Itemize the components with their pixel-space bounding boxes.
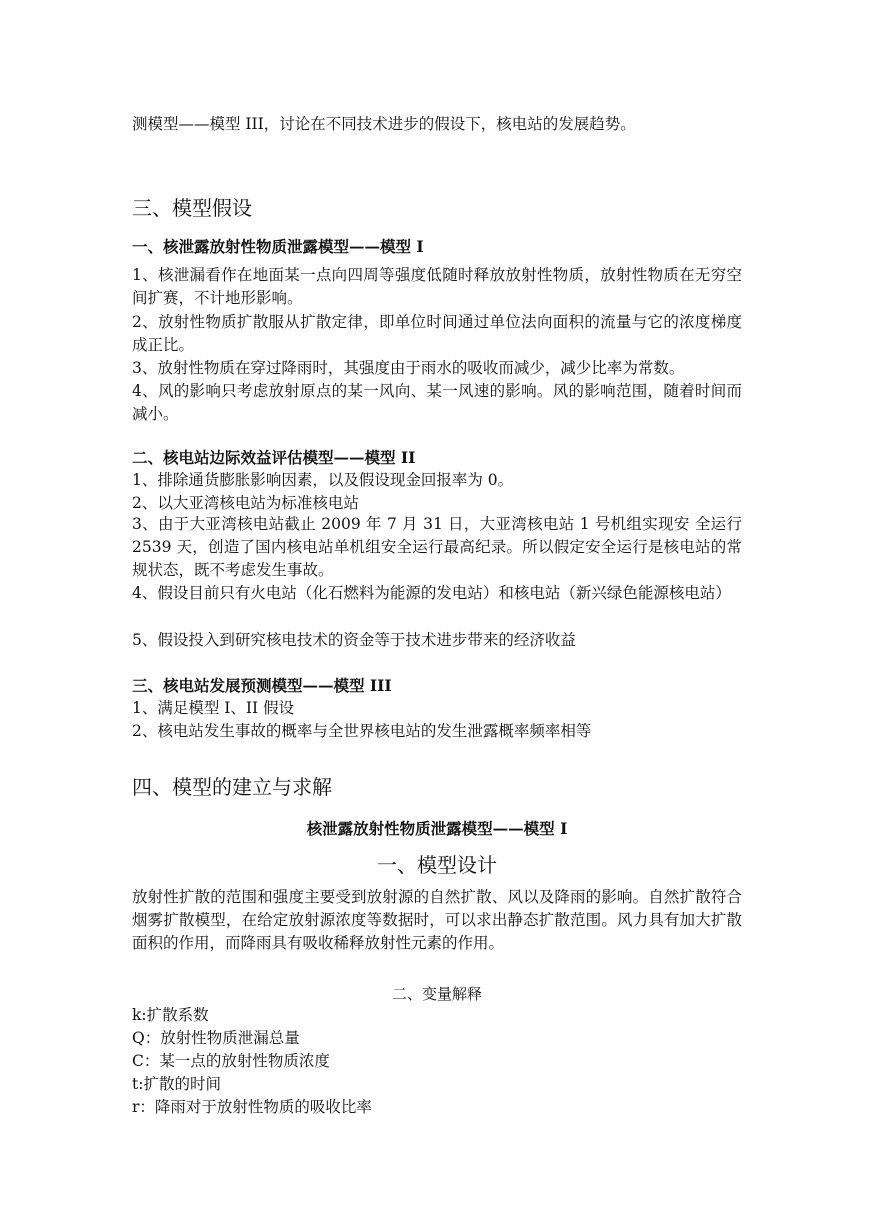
assumption-1-2: 2、放射性物质扩散服从扩散定律，即单位时间通过单位法向面积的流量与它的浓度梯度成正比。: [132, 313, 742, 354]
variable-c: C：某一点的放射性物质浓度: [132, 1052, 330, 1070]
subsection-3-title: 三、核电站发展预测模型——模型 III: [132, 676, 392, 695]
subsection-1-title: 一、核泄露放射性物质泄露模型——模型 I: [132, 237, 424, 256]
assumption-2-2: 2、以大亚湾核电站为标准核电站: [132, 494, 359, 512]
assumption-3-1: 1、满足模型 I、II 假设: [132, 699, 295, 717]
model-title: 核泄露放射性物质泄露模型——模型 I: [306, 819, 568, 838]
assumption-2-1: 1、排除通货膨胀影响因素，以及假设现金回报率为 0。: [132, 471, 514, 489]
section-4-title: 四、模型的建立与求解: [132, 775, 332, 799]
assumption-1-4: 4、风的影响只考虑放射原点的某一风向、某一风速的影响。风的影响范围，随着时间而减小。: [132, 382, 742, 423]
assumption-2-5: 5、假设投入到研究核电技术的资金等于技术进步带来的经济收益: [132, 631, 576, 649]
assumption-2-4: 4、假设目前只有火电站（化石燃料为能源的发电站）和核电站（新兴绿色能源核电站）: [132, 584, 731, 602]
variable-k: k:扩散系数: [132, 1006, 209, 1024]
design-title: 一、模型设计: [377, 853, 497, 877]
variable-q: Q：放射性物质泄漏总量: [132, 1029, 300, 1047]
assumption-2-3: 3、由于大亚湾核电站截止 2009 年 7 月 31 日，大亚湾核电站 1 号机组实现安 全运行 2539 天，创造了国内核电站单机组安全运行最高纪录。所以假定安全运行是核电站的常规状态，既不考虑发生事故。: [132, 515, 742, 579]
assumption-3-2: 2、核电站发生事故的概率与全世界核电站的发生泄露概率频率相等: [132, 722, 592, 740]
variables-title: 二、变量解释: [391, 985, 482, 1003]
variable-r: r：降雨对于放射性物质的吸收比率: [132, 1098, 372, 1116]
assumption-1-1: 1、核泄漏看作在地面某一点向四周等强度低随时释放放射性物质，放射性物质在无穷空间扩赛，不计地形影响。: [132, 266, 742, 307]
assumption-1-3: 3、放射性物质在穿过降雨时，其强度由于雨水的吸收而减少，减少比率为常数。: [132, 359, 685, 377]
variable-t: t:扩散的时间: [132, 1075, 221, 1093]
intro-line: 测模型——模型 III，讨论在不同技术进步的假设下，核电站的发展趋势。: [132, 115, 636, 133]
subsection-2-title: 二、核电站边际效益评估模型——模型 II: [132, 448, 416, 467]
section-3-title: 三、模型假设: [132, 196, 252, 220]
design-text: 放射性扩散的范围和强度主要受到放射源的自然扩散、风以及降雨的影响。自然扩散符合烟雾扩散模型，在给定放射源浓度等数据时，可以求出静态扩散范围。风力具有加大扩散面积的作用，而降雨具有吸收稀释放射性元素的作用。: [132, 888, 742, 952]
